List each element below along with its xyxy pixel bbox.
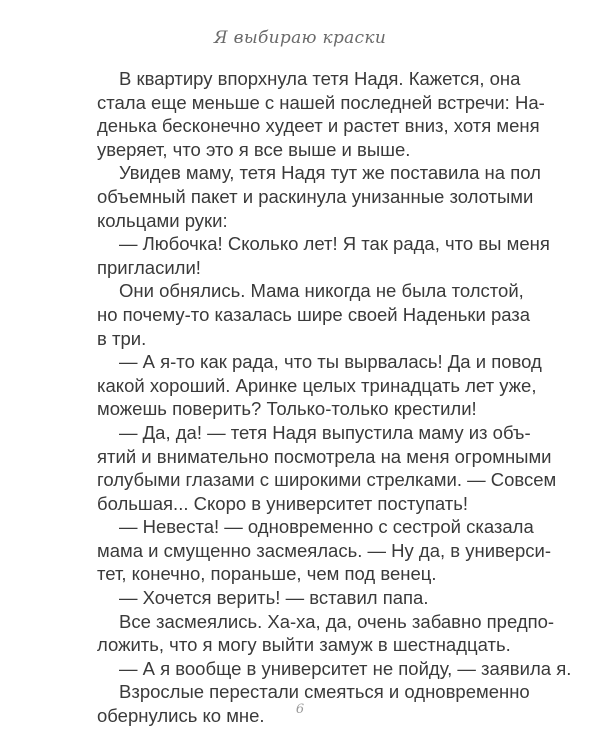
text-line: Взрослые перестали смеяться и одновременно xyxy=(119,681,530,703)
text-line: Они обнялись. Мама никогда не была толстой, xyxy=(119,280,524,302)
running-header-title: Я выбираю краски xyxy=(213,28,387,48)
text-line: — Невеста! — одновременно с сестрой сказала xyxy=(119,516,534,538)
text-line: денька бесконечно худеет и растет вниз, хотя меня xyxy=(97,115,540,137)
text-line: ложить, что я могу выйти замуж в шестнадцать. xyxy=(97,634,511,656)
page-number: 6 xyxy=(295,702,305,717)
text-line: стала еще меньше с нашей последней встречи: На- xyxy=(97,91,545,113)
text-line: в три. xyxy=(97,327,147,349)
text-line: мама и смущенно засмеялась. — Ну да, в универси- xyxy=(97,539,551,561)
text-line: большая... Скоро в университет поступать! xyxy=(97,492,469,514)
text-line: пригласили! xyxy=(97,256,201,278)
text-line: Все засмеялись. Ха-ха, да, очень забавно предпо- xyxy=(119,610,555,632)
text-line: тет, конечно, пораньше, чем под венец. xyxy=(97,563,437,585)
text-line: уверяет, что это я все выше и выше. xyxy=(97,138,411,160)
text-line: В квартиру впорхнула тетя Надя. Кажется, она xyxy=(119,68,521,89)
text-line: — А я вообще в университет не пойду, — заявила я. xyxy=(119,657,572,679)
page-body-text xyxy=(97,67,572,728)
text-line: — Хочется верить! — вставил папа. xyxy=(119,587,429,609)
text-line: — Любочка! Сколько лет! Я так рада, что вы меня xyxy=(119,233,550,255)
text-line: объемный пакет и раскинула унизанные золотыми xyxy=(97,185,534,207)
text-line: но почему-то казалась шире своей Наденьки раза xyxy=(97,303,531,325)
text-line: какой хороший. Аринке целых тринадцать лет уже, xyxy=(97,374,537,396)
text-line: можешь поверить? Только-только крестили! xyxy=(97,398,477,420)
text-line: Увидев маму, тетя Надя тут же поставила на пол xyxy=(119,162,541,184)
text-line: голубыми глазами с широкими стрелками. — Совсем xyxy=(97,469,557,491)
text-line: обернулись ко мне. xyxy=(97,705,265,727)
text-line: — А я-то как рада, что ты вырвалась! Да и повод xyxy=(119,351,542,373)
text-line: кольцами руки: xyxy=(97,209,228,231)
text-line: ятий и внимательно посмотрела на меня огромными xyxy=(97,445,552,467)
text-line: — Да, да! — тетя Надя выпустила маму из объ- xyxy=(119,421,531,443)
